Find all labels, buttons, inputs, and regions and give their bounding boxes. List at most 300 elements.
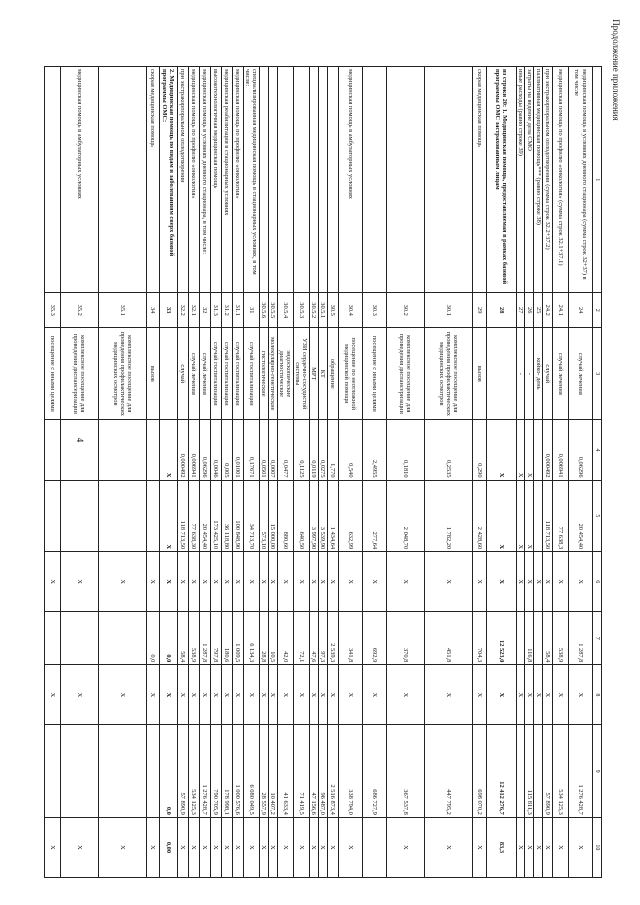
table-cell-3: УЗИ сердечно-сосудистой системы — [293, 328, 309, 420]
table-cell-4: X — [525, 420, 534, 480]
table-row — [362, 67, 386, 878]
table-cell-6: X — [44, 552, 60, 612]
table-cell-6: X — [472, 552, 486, 612]
table-cell-6: X — [243, 552, 259, 612]
table-cell-8: X — [338, 665, 362, 725]
table-cell-8: X — [486, 665, 516, 725]
table-cell-2: 24.1 — [553, 293, 569, 328]
table-cell-10: 83,3 — [486, 817, 516, 877]
table-row — [199, 67, 210, 878]
table-cell-6: X — [60, 552, 98, 612]
table-cell-10: X — [327, 817, 338, 877]
table-cell-6: X — [188, 552, 199, 612]
table-cell-10: X — [259, 817, 268, 877]
table-row — [259, 67, 268, 878]
table-cell-6: X — [293, 552, 309, 612]
table-cell-10: X — [525, 817, 534, 877]
table-cell-2: 35.2 — [60, 293, 98, 328]
table-cell-2: 30.3 — [362, 293, 386, 328]
table-cell-8: X — [569, 665, 593, 725]
table-cell-6: X — [146, 552, 159, 612]
table-cell-3: комплексное посещение для проведения профилактических медицинских осмотров — [98, 328, 146, 420]
table-cell-8: X — [243, 665, 259, 725]
table-cell-1: высокотехнологичная медицинская помощь — [210, 67, 221, 293]
table-cell-10: X — [268, 817, 277, 877]
table-cell-6: X — [177, 552, 188, 612]
table-cell-1 — [98, 67, 146, 293]
table-cell-10: X — [146, 817, 159, 877]
table-cell-8: X — [424, 665, 472, 725]
table-cell-2: 30.5.4 — [277, 293, 293, 328]
table-cell-2: 27 — [516, 293, 524, 328]
table-cell-2: 30.5.5 — [268, 293, 277, 328]
table-cell-8: X — [221, 665, 232, 725]
table-cell-7: 58,4 — [177, 612, 188, 665]
table-row — [472, 67, 486, 878]
table-cell-1 — [44, 67, 60, 293]
table-cell-4: X — [486, 420, 516, 480]
table-cell-6: X — [338, 552, 362, 612]
table-cell-4: 0,06296 — [199, 420, 210, 480]
table-cell-4: X — [516, 420, 524, 480]
header-cell: 8 — [593, 665, 602, 725]
table-cell-5: 173 425,10 — [210, 480, 221, 552]
table-cell-2: 31.3 — [210, 293, 221, 328]
table-cell-1 — [309, 67, 318, 293]
table-cell-9: 0,0 — [159, 725, 177, 817]
table-cell-7: 12 523,0 — [486, 612, 516, 665]
table-cell-10: X — [232, 817, 243, 877]
table-row — [293, 67, 309, 878]
table-cell-10: X — [472, 817, 486, 877]
header-cell: 7 — [593, 612, 602, 665]
table-cell-10: X — [424, 817, 472, 877]
table-cell-5: 118 713,50 — [543, 480, 553, 552]
table-cell-2: 32.2 — [177, 293, 188, 328]
table-cell-6: X — [362, 552, 386, 612]
table-cell-9: 96 487,0 — [318, 725, 327, 817]
table-cell-6: X — [259, 552, 268, 612]
header-cell: 3 — [593, 328, 602, 420]
table-cell-5: 118 713,50 — [177, 480, 188, 552]
table-cell-5: X — [159, 480, 177, 552]
table-cell-4: 0,06296 — [569, 420, 593, 480]
table-cell-3: посещение с иными целями — [362, 328, 386, 420]
table-cell-5: 1 434,64 — [327, 480, 338, 552]
table-cell-4: 0,540 — [338, 420, 362, 480]
table-cell-9: 178 998,1 — [221, 725, 232, 817]
table-cell-9: 28 557,9 — [259, 725, 268, 817]
table-cell-1: 2. Медицинская помощь по видам и заболеваниям сверх базовой программы ОМС: — [159, 67, 177, 293]
table-cell-2: 32 — [199, 293, 210, 328]
table-cell-10: 0,00 — [159, 817, 177, 877]
table-cell-2: 31 — [243, 293, 259, 328]
table-cell-7: 1 009,5 — [232, 612, 243, 665]
table-cell-8: X — [210, 665, 221, 725]
table-cell-3: - — [525, 328, 534, 420]
table-cell-9: 71 419,5 — [293, 725, 309, 817]
table-cell-10: X — [199, 817, 210, 877]
continuation-label: Продолжение приложения — [611, 19, 621, 121]
table-cell-9 — [534, 725, 543, 817]
table-cell-3: посещение по неотложной медицинской помощи — [338, 328, 362, 420]
table-cell-1: при экстракорпоральном оплодотворении (сумма строк 32.2+37.2) — [543, 67, 553, 293]
table-cell-5: 20 454,40 — [199, 480, 210, 552]
table-cell-8: X — [534, 665, 543, 725]
tariff-table — [44, 66, 602, 878]
table-cell-7: 0,0 — [146, 612, 159, 665]
table-cell-1: медицинская помощь в условиях дневного стационара, в том числе: — [199, 67, 210, 293]
table-cell-3: обращение — [327, 328, 338, 420]
table-cell-5: 77 638,30 — [188, 480, 199, 552]
table-cell-7 — [60, 612, 98, 665]
table-cell-10: X — [277, 817, 293, 877]
table-cell-8: X — [188, 665, 199, 725]
table-cell-9 — [60, 725, 98, 817]
table-cell-1: при экстракорпоральном оплодотворении — [177, 67, 188, 293]
table-cell-2: 35.1 — [98, 293, 146, 328]
table-cell-9: 41 633,4 — [277, 725, 293, 817]
table-body — [44, 67, 601, 878]
table-cell-7: 28,8 — [259, 612, 268, 665]
table-cell-6: X — [327, 552, 338, 612]
table-row — [243, 67, 259, 878]
table-cell-7: 1 287,8 — [569, 612, 593, 665]
table-row — [177, 67, 188, 878]
table-cell-2: 30.5.6 — [259, 293, 268, 328]
table-cell-9: 790 705,9 — [210, 725, 221, 817]
table-cell-3: случай лечения — [569, 328, 593, 420]
table-cell-9 — [146, 725, 159, 817]
table-cell-9: 57 890,9 — [177, 725, 188, 817]
table-cell-7: 370,8 — [386, 612, 424, 665]
table-cell-3: вызов — [146, 328, 159, 420]
table-cell-2: 30.5.2 — [309, 293, 318, 328]
table-cell-7 — [516, 612, 524, 665]
table-cell-1 — [424, 67, 472, 293]
table-cell-7: 47,6 — [309, 612, 318, 665]
table-cell-3: МРТ — [309, 328, 318, 420]
table-row — [327, 67, 338, 878]
table-cell-8: X — [268, 665, 277, 725]
table-cell-2: 25 — [534, 293, 543, 328]
table-cell-8: X — [327, 665, 338, 725]
table-cell-7: 797,8 — [210, 612, 221, 665]
table-cell-6: X — [486, 552, 516, 612]
table-cell-5: 2 048,70 — [386, 480, 424, 552]
table-cell-7: 341,8 — [338, 612, 362, 665]
table-cell-9: 534 125,3 — [188, 725, 199, 817]
table-viewport — [48, 66, 602, 878]
table-row — [232, 67, 243, 878]
table-cell-6: X — [159, 552, 177, 612]
table-cell-9 — [516, 725, 524, 817]
table-cell-6: X — [268, 552, 277, 612]
table-row — [221, 67, 232, 878]
table-row — [159, 67, 177, 878]
table-cell-6: X — [543, 552, 553, 612]
table-cell-2: 30.2 — [386, 293, 424, 328]
table-cell-1 — [293, 67, 309, 293]
table-cell-1: затраты на ведение дела СМО — [525, 67, 534, 293]
table-cell-1: медицинская реабилитация в стационарных условиях — [221, 67, 232, 293]
table-cell-9: 1 276 428,7 — [199, 725, 210, 817]
table-cell-10: X — [569, 817, 593, 877]
table-row — [338, 67, 362, 878]
table-cell-2: 31.1 — [232, 293, 243, 328]
header-cell: 1 — [593, 67, 602, 293]
table-cell-7: 6 134,3 — [243, 612, 259, 665]
table-cell-10: X — [543, 817, 553, 877]
table-cell-2: 32.1 — [188, 293, 199, 328]
table-cell-8: X — [543, 665, 553, 725]
table-cell-3: молекулярно-генетические — [268, 328, 277, 420]
table-cell-3: комплексное посещение для проведения профилактических медицинских осмотров — [424, 328, 472, 420]
table-cell-8: X — [177, 665, 188, 725]
table-cell-2: 30.1 — [424, 293, 472, 328]
table-row — [277, 67, 293, 878]
table-cell-9: 698 070,2 — [472, 725, 486, 817]
table-cell-9: 2 516 873,4 — [327, 725, 338, 817]
table-cell-6: X — [221, 552, 232, 612]
table-cell-8: X — [386, 665, 424, 725]
table-cell-7: 97,3 — [318, 612, 327, 665]
table-cell-1 — [362, 67, 386, 293]
table-cell-2: 24 — [569, 293, 593, 328]
table-cell-5: 3 539,90 — [318, 480, 327, 552]
table-cell-1 — [259, 67, 268, 293]
table-cell-3: случай лечения — [553, 328, 569, 420]
table-cell-7: 0,0 — [159, 612, 177, 665]
table-row — [516, 67, 524, 878]
table-cell-5 — [44, 480, 60, 552]
table-cell-8: X — [553, 665, 569, 725]
table-row — [386, 67, 424, 878]
table-cell-1 — [268, 67, 277, 293]
table-cell-6: X — [386, 552, 424, 612]
table-cell-9: 12 412 276,7 — [486, 725, 516, 817]
table-row — [60, 67, 98, 878]
table-cell-4: 1,770 — [327, 420, 338, 480]
table-cell-10: X — [386, 817, 424, 877]
table-cell-10: X — [293, 817, 309, 877]
table-cell-2: 30.5.3 — [293, 293, 309, 328]
table-cell-2: 34 — [146, 293, 159, 328]
header-cell: 9 — [593, 725, 602, 817]
table-cell-1: медицинская помощь в амбулаторных условиях — [60, 67, 98, 293]
table-cell-4 — [60, 420, 98, 480]
table-cell-3: КТ — [318, 328, 327, 420]
table-cell-1 — [277, 67, 293, 293]
table-cell-6: X — [569, 552, 593, 612]
page-number: 4 — [75, 437, 85, 443]
table-cell-10: X — [221, 817, 232, 877]
table-cell-9: 367 537,8 — [386, 725, 424, 817]
table-cell-4 — [146, 420, 159, 480]
table-cell-10: X — [177, 817, 188, 877]
table-cell-8: X — [516, 665, 524, 725]
table-cell-4: 0,0046 — [210, 420, 221, 480]
table-row — [543, 67, 553, 878]
table-cell-2: 24.2 — [543, 293, 553, 328]
table-cell-8: X — [362, 665, 386, 725]
table-cell-1: из строки 20: 1. Медицинская помощь, предоставляемая в рамках базовой программы ОМС застрахованным лицам — [486, 67, 516, 293]
table-cell-7: 2 539,3 — [327, 612, 338, 665]
table-cell-8: X — [159, 665, 177, 725]
table-cell-7: 116,8 — [525, 612, 534, 665]
header-cell: 4 — [593, 420, 602, 480]
table-cell-1: медицинская помощь по профилю «онкология» (сумма строк 32.1+37.1) — [553, 67, 569, 293]
table-cell-4: 0,005 — [221, 420, 232, 480]
table-cell-9: 534 125,3 — [553, 725, 569, 817]
table-cell-6: X — [516, 552, 524, 612]
table-cell-9 — [44, 725, 60, 817]
table-cell-1: специализированная медицинская помощь в стационарных условиях, в том числе: — [243, 67, 259, 293]
table-cell-6: X — [199, 552, 210, 612]
table-cell-8: X — [44, 665, 60, 725]
table-row — [553, 67, 569, 878]
table-cell-10: X — [534, 817, 543, 877]
table-cell-4 — [44, 420, 60, 480]
table-cell-3: койко- день — [534, 328, 543, 420]
table-cell-8: X — [259, 665, 268, 725]
table-cell-3: комплексное посещение для проведения диспансеризации — [386, 328, 424, 420]
table-cell-9: 686 727,9 — [362, 725, 386, 817]
table-cell-10: X — [44, 817, 60, 877]
table-cell-4: 0,17671 — [243, 420, 259, 480]
table-cell-3: случай госпитализации — [243, 328, 259, 420]
table-cell-3 — [159, 328, 177, 420]
table-cell-5: 640,50 — [293, 480, 309, 552]
table-cell-7: 72,1 — [293, 612, 309, 665]
table-cell-8: X — [98, 665, 146, 725]
table-row — [44, 67, 60, 878]
table-cell-6: X — [277, 552, 293, 612]
table-row — [534, 67, 543, 878]
table-cell-4: 0,000492 — [543, 420, 553, 480]
table-cell-1: медицинская помощь по профилю «онкология» — [232, 67, 243, 293]
table-cell-1: медицинская помощь в амбулаторных условиях — [338, 67, 362, 293]
table-cell-8: X — [232, 665, 243, 725]
table-cell-6: X — [309, 552, 318, 612]
table-cell-1 — [386, 67, 424, 293]
table-cell-9 — [98, 725, 146, 817]
table-cell-2: 30.4 — [338, 293, 362, 328]
table-cell-10: X — [338, 817, 362, 877]
column-number-row — [593, 67, 602, 878]
table-cell-8: X — [277, 665, 293, 725]
table-cell-7: 180,6 — [221, 612, 232, 665]
header-cell: 5 — [593, 480, 602, 552]
table-cell-5: 20 454,40 — [569, 480, 593, 552]
table-cell-4: 0,006941 — [553, 420, 569, 480]
table-cell-2: 30.5.1 — [318, 293, 327, 328]
table-cell-2: 29 — [472, 293, 486, 328]
table-row — [424, 67, 472, 878]
table-cell-3: случай — [177, 328, 188, 420]
table-cell-10: X — [309, 817, 318, 877]
table-cell-4 — [98, 420, 146, 480]
table-cell-7: 692,9 — [362, 612, 386, 665]
table-cell-5: X — [516, 480, 524, 552]
table-cell-5: 632,99 — [338, 480, 362, 552]
table-cell-3: посещение с иными целями — [44, 328, 60, 420]
table-cell-7: 58,4 — [543, 612, 553, 665]
table-cell-4: X — [159, 420, 177, 480]
table-cell-10: X — [188, 817, 199, 877]
table-cell-3: случай госпитализации — [221, 328, 232, 420]
table-cell-10: X — [318, 817, 327, 877]
table-cell-2: 30.5 — [327, 293, 338, 328]
table-cell-5: 15 000,00 — [268, 480, 277, 552]
table-cell-1: медицинская помощь по профилю «онкология» — [188, 67, 199, 293]
table-cell-5: X — [525, 480, 534, 552]
header-cell: 2 — [593, 293, 602, 328]
table-cell-3: случай госпитализации — [232, 328, 243, 420]
table-cell-10: X — [553, 817, 569, 877]
table-cell-9: 1 000 576,6 — [232, 725, 243, 817]
table-cell-7: 538,9 — [553, 612, 569, 665]
rotated-page — [48, 66, 602, 878]
table-cell-10: X — [516, 817, 524, 877]
table-cell-8: X — [146, 665, 159, 725]
table-cell-10: X — [243, 817, 259, 877]
table-cell-3: случай госпитализации — [210, 328, 221, 420]
table-cell-1: иные расходы (равно строке 39) — [516, 67, 524, 293]
table-cell-2: 28 — [486, 293, 516, 328]
table-cell-4: 0,0501 — [259, 420, 268, 480]
table-cell-2: 31.2 — [221, 293, 232, 328]
table-row — [525, 67, 534, 878]
table-cell-1: паллиативная медицинская помощь*** (равно строке 38) — [534, 67, 543, 293]
table-cell-9: 6 080 049,5 — [243, 725, 259, 817]
table-cell-7: 10,5 — [268, 612, 277, 665]
table-cell-10: X — [98, 817, 146, 877]
table-cell-1 — [318, 67, 327, 293]
table-cell-7: 451,8 — [424, 612, 472, 665]
table-cell-6: X — [553, 552, 569, 612]
table-cell-3: вызов — [472, 328, 486, 420]
table-cell-1 — [327, 67, 338, 293]
table-cell-10: X — [60, 817, 98, 877]
table-cell-7 — [534, 612, 543, 665]
table-row — [318, 67, 327, 878]
table-cell-4: 0,1810 — [386, 420, 424, 480]
table-cell-5: 1 782,20 — [424, 480, 472, 552]
table-cell-8: X — [309, 665, 318, 725]
table-cell-1: медицинская помощь в условиях дневного стационара (сумма строк 32+37) в том числе — [569, 67, 593, 293]
table-cell-10 — [362, 817, 386, 877]
table-cell-7: 1 287,8 — [199, 612, 210, 665]
header-cell: 6 — [593, 552, 602, 612]
table-cell-7: 42,0 — [277, 612, 293, 665]
table-cell-1: скорая медицинская помощь — [146, 67, 159, 293]
table-cell-5: 36 118,80 — [221, 480, 232, 552]
table-cell-3: - — [516, 328, 524, 420]
table-cell-8: X — [60, 665, 98, 725]
table-cell-4: 0,290 — [472, 420, 486, 480]
table-cell-5 — [146, 480, 159, 552]
table-cell-7: 704,3 — [472, 612, 486, 665]
table-cell-6: X — [98, 552, 146, 612]
table-cell-5: 77 638,3 — [553, 480, 569, 552]
header-cell: 10 — [593, 817, 602, 877]
table-cell-6: X — [525, 552, 534, 612]
table-cell-5: 2 428,60 — [472, 480, 486, 552]
table-cell-5: 3 997,90 — [309, 480, 318, 552]
table-cell-4: 0,0477 — [277, 420, 293, 480]
table-cell-2: 35.3 — [44, 293, 60, 328]
